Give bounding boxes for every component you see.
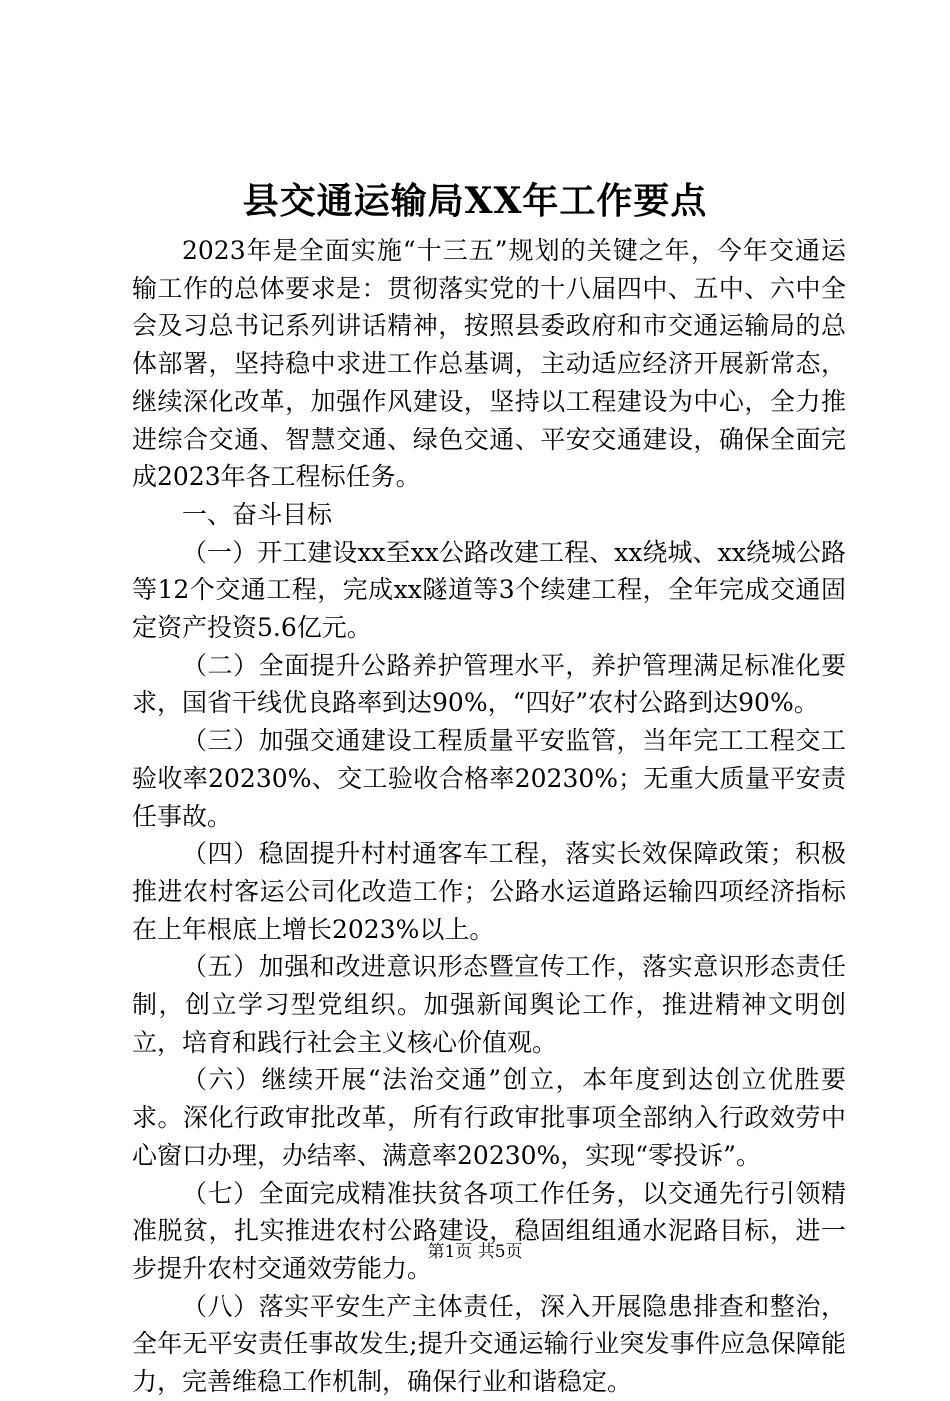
paragraph-item-1: （一）开工建设xx至xx公路改建工程、xx绕城、xx绕城公路等12个交通工程，完成xx隧道等3个续建工程，全年完成交通固定资产投资5.6亿元。 <box>132 537 846 643</box>
paragraph-item-7: （七）全面完成精准扶贫各项工作任务，以交通先行引领精准脱贫，扎实推进农村公路建设，稳固组组通水泥路目标，进一步提升农村交通效劳能力。 <box>132 1178 846 1283</box>
paragraph-item-8: （八）落实平安生产主体责任，深入开展隐患排查和整治，全年无平安责任事故发生;提升交通运输行业突发事件应急保障能力，完善维稳工作机制，确保行业和谐稳定。 <box>132 1291 846 1397</box>
paragraph-item-5: （五）加强和改进意识形态暨宣传工作，落实意识形态责任制，创立学习型党组织。加强新闻舆论工作，推进精神文明创立，培育和践行社会主义核心价值观。 <box>132 952 846 1057</box>
paragraph-item-3: （三）加强交通建设工程质量平安监管，当年完工工程交工验收率20230%、交工验收合格率20230%；无重大质量平安责任事故。 <box>132 726 846 831</box>
document-title: 县交通运输局XX年工作要点 <box>242 180 708 222</box>
paragraph-item-4: （四）稳固提升村村通客车工程，落实长效保障政策；积极推进农村客运公司化改造工作；公路水运道路运输四项经济指标在上年根底上增长2023%以上。 <box>132 839 846 944</box>
section-heading: 一、奋斗目标 <box>182 499 333 529</box>
page-number-footer: 第1页 共5页 <box>427 1242 523 1262</box>
paragraph-item-6: （六）继续开展“法治交通”创立，本年度到达创立优胜要求。深化行政审批改革，所有行政审批事项全部纳入行政效劳中心窗口办理，办结率、满意率20230%，实现“零投诉”。 <box>132 1065 846 1170</box>
paragraph-intro: 2023年是全面实施“十三五”规划的关键之年，今年交通运输工作的总体要求是：贯彻落实党的十八届四中、五中、六中全会及习总书记系列讲话精神，按照县委政府和市交通运输局的总体部署，坚持稳中求进工作总基调，主动适应经济开展新常态，继续深化改革，加强作风建设，坚持以工程建设为中心，全力推进综合交通、智慧交通、绿色交通、平安交通建设，确保全面完成2023年各工程标任务。 <box>132 236 846 492</box>
document-body <box>132 232 846 1401</box>
paragraph-item-2: （二）全面提升公路养护管理水平，养护管理满足标准化要求，国省干线优良路率到达90%，“四好”农村公路到达90%。 <box>132 650 846 718</box>
